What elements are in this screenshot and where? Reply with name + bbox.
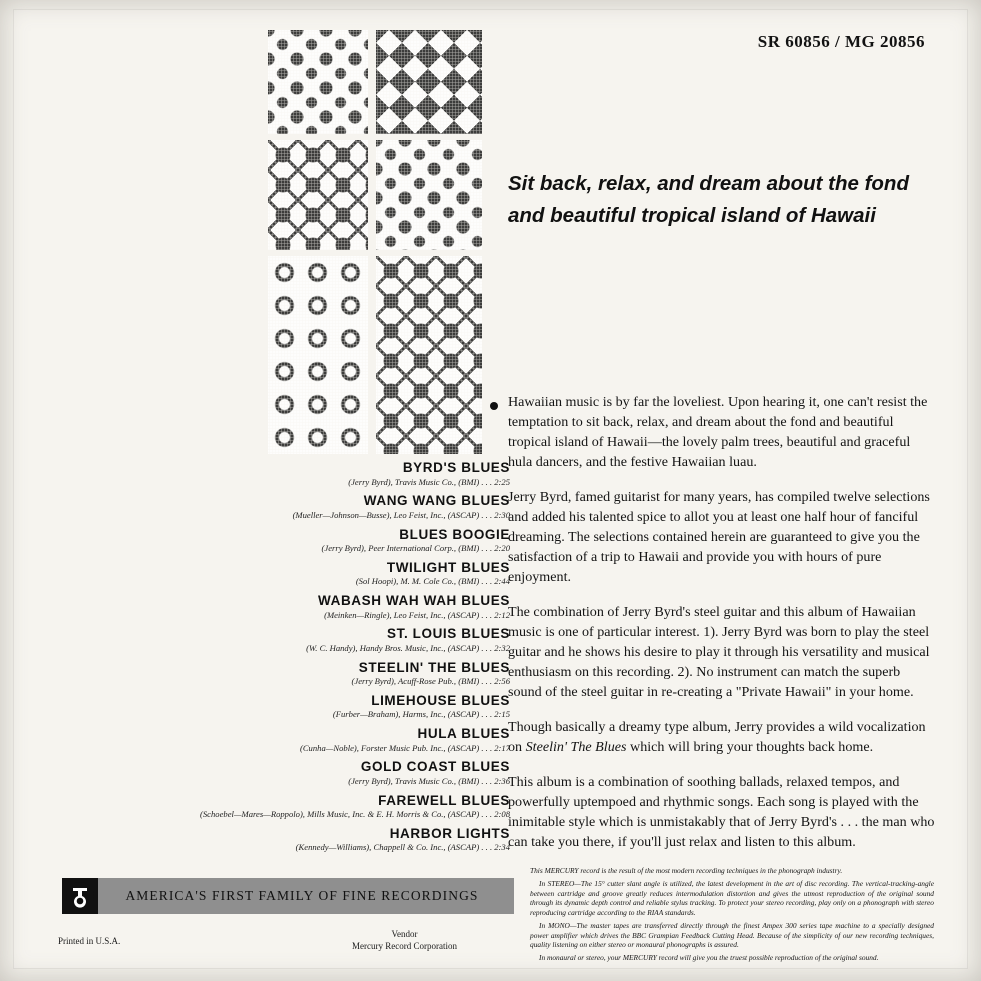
- track-title: ST. LOUIS BLUES: [386, 626, 510, 642]
- track-credit: (W. C. Handy), Handy Bros. Music, Inc., (ASCAP) . . . 2:32: [306, 642, 510, 653]
- track-item: [150, 560, 510, 587]
- song-title-emphasis: Steelin' The Blues: [525, 739, 627, 755]
- track-credit: (Jerry Byrd), Travis Music Co., (BMI) . . . 2:25: [348, 476, 510, 487]
- track-title: FAREWELL BLUES: [378, 792, 510, 808]
- track-title: LIMEHOUSE BLUES: [371, 692, 510, 708]
- mercury-logo-icon: [62, 878, 98, 914]
- vendor-label: Vendor: [391, 929, 418, 939]
- track-credit: (Schoebel—Mares—Roppolo), Mills Music, Inc. & E. H. Morris & Co., (ASCAP) . . . 2:08: [200, 809, 510, 820]
- mercury-slogan: AMERICA'S FIRST FAMILY OF FINE RECORDINGS: [125, 888, 479, 903]
- track-item: [150, 626, 510, 653]
- art-tile-lower-left: [268, 256, 368, 454]
- headline: Sit back, relax, and dream about the fond and beautiful tropical island of Hawaii: [508, 172, 909, 228]
- liner-notes-paragraph: This album is a combination of soothing ballads, relaxed tempos, and powerfully uptempoed and rhythmic songs. Each song is played with the inimitable style which is unmistakably that of Jerry Byrd's . . . the man who can take you there, if you'll just relax and listen to this album.: [508, 774, 935, 850]
- art-tile-mid-right: [376, 140, 482, 250]
- fineprint-line: In monaural or stereo, your MERCURY record will give you the truest possible reproduction of the original sound.: [539, 953, 879, 963]
- track-item: [150, 660, 510, 687]
- track-item: [150, 826, 510, 853]
- art-tile-lower-right: [376, 256, 482, 454]
- art-tile-mid-left: [268, 140, 368, 250]
- bullet-icon: [490, 402, 498, 410]
- track-credit: (Kennedy—Williams), Chappell & Co. Inc., (ASCAP) . . . 2:34: [295, 842, 510, 853]
- track-title: HULA BLUES: [417, 726, 510, 741]
- cover-artwork: [268, 30, 482, 454]
- track-item: [150, 493, 510, 520]
- track-credit: (Mueller—Johnson—Busse), Leo Feist, Inc., (ASCAP) . . . 2:30: [292, 509, 510, 520]
- liner-notes-paragraph: The combination of Jerry Byrd's steel guitar and this album of Hawaiian music is one of particular interest. 1). Jerry Byrd was born to play the steel guitar and he shows his desire to play it through his versatility and musical enthusiasm on this recording. 2). No instrument can match the superb sound of the steel guitar in re-creating a "Private Hawaii" in your home.: [508, 604, 930, 700]
- track-item: [150, 460, 510, 487]
- track-credit: (Furber—Braham), Harms, Inc., (ASCAP) . . . 2:15: [332, 709, 510, 720]
- mercury-banner: [62, 878, 514, 914]
- track-credit: (Jerry Byrd), Peer International Corp., (BMI) . . . 2:20: [321, 543, 510, 554]
- catalog-number: SR 60856 / MG 20856: [757, 32, 925, 51]
- track-item: [150, 726, 510, 753]
- track-title: WABASH WAH WAH BLUES: [318, 593, 510, 608]
- track-title: WANG WANG BLUES: [363, 493, 510, 509]
- track-item: [150, 593, 510, 620]
- track-item: [150, 693, 510, 720]
- fineprint-line: In MONO—The master tapes are transferred directly through the finest Ampex 300 series tape machine to a specially designed power amplifier which drives the BBC Grampian Feedback Cutting Head. Because of the simplicity of our new recording techniques, quality listening on either stereo or monaural phonographs is assured.: [530, 920, 934, 950]
- track-title: TWILIGHT BLUES: [386, 559, 510, 575]
- art-tile-top-right: [376, 30, 482, 134]
- printed-in-label: Printed in U.S.A.: [58, 936, 121, 946]
- liner-notes-text: which will bring your thoughts back home.: [626, 739, 874, 755]
- track-title: GOLD COAST BLUES: [360, 759, 510, 775]
- track-listing: [150, 460, 510, 859]
- liner-notes-paragraph: [508, 717, 936, 757]
- track-title: STEELIN' THE BLUES: [358, 659, 510, 675]
- track-item: [150, 793, 510, 820]
- vendor-name: Mercury Record Corporation: [352, 941, 457, 952]
- fineprint-line: This MERCURY record is the result of the most modern recording techniques in the phonograph industry.: [530, 866, 843, 875]
- liner-notes: [508, 392, 936, 867]
- track-item: [150, 527, 510, 554]
- art-tile-top-left: [268, 30, 368, 134]
- track-credit: (Sol Hoopi), M. M. Cole Co., (BMI) . . . 2:44: [355, 576, 510, 587]
- track-title: HARBOR LIGHTS: [389, 825, 510, 841]
- vendor-block: [352, 928, 457, 952]
- track-credit: (Jerry Byrd), Acuff-Rose Pub., (BMI) . . . 2:56: [351, 676, 510, 687]
- track-title: BYRD'S BLUES: [402, 460, 510, 475]
- track-title: BLUES BOOGIE: [399, 526, 510, 542]
- technical-fineprint: [530, 866, 934, 966]
- fineprint-line: In STEREO—The 15° cutter slant angle is utilized, the latest development in the art of disc recording. The vertical-tracking-angle between cartridge and groove greatly reduces intermodulation distortion and gives the utmost reproduction of the original sound through its dynamic depth control and reliable stylus tracking. To protect your stereo recording, play only on a phonograph with stereo reproducing cartridge according to the RIAA standards.: [530, 878, 934, 918]
- liner-notes-paragraph: Jerry Byrd, famed guitarist for many years, has compiled twelve selections and added his talented spice to allot you at least one half hour of fanciful dreaming. The selections contained herein are guaranteed to give you the satisfaction of a trip to Hawaii and provide you with hours of pure enjoyment.: [508, 489, 930, 585]
- track-item: [150, 759, 510, 786]
- liner-notes-paragraph: Hawaiian music is by far the loveliest. Upon hearing it, one can't resist the temptation to sit back, relax, and dream about the fond and beautiful tropical island of Hawaii—the lovely palm trees, beautiful and graceful hula dancers, and the festive Hawaiian luau.: [508, 394, 928, 470]
- track-credit: (Cunha—Noble), Forster Music Pub. Inc., (ASCAP) . . . 2:17: [299, 742, 510, 753]
- track-credit: (Meinken—Ringle), Leo Feist, Inc., (ASCAP) . . . 2:12: [324, 609, 510, 620]
- track-credit: (Jerry Byrd), Travis Music Co., (BMI) . . . 2:36: [348, 775, 510, 786]
- liner-notes-text: Though basically a dreamy type album, Jerry provides a wild vocalization on: [508, 719, 926, 755]
